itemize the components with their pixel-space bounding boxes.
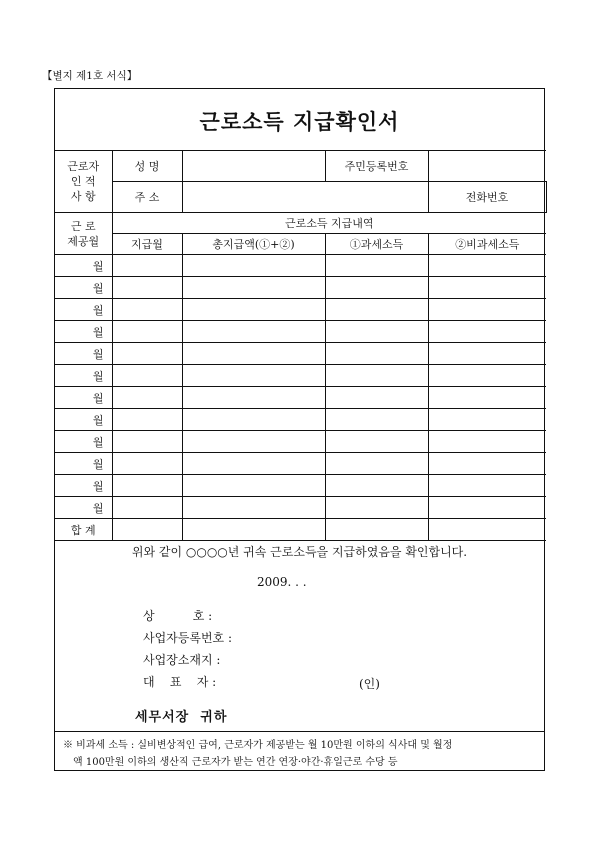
taxable-cell[interactable] <box>325 409 428 431</box>
taxable-cell[interactable] <box>325 321 428 343</box>
table-row <box>55 497 546 519</box>
pay-month-cell[interactable] <box>112 387 182 409</box>
business-name-line <box>143 607 265 624</box>
work-period-label <box>55 213 112 255</box>
total-pay-cell[interactable] <box>182 299 325 321</box>
table-row <box>55 431 546 453</box>
total-pay-cell[interactable] <box>182 453 325 475</box>
month-label: 월 <box>55 277 112 299</box>
taxable-cell[interactable] <box>325 365 428 387</box>
taxable-cell[interactable] <box>325 255 428 277</box>
total-taxable-cell[interactable] <box>325 519 428 541</box>
seal-mark: (인) <box>359 677 380 691</box>
month-label: 월 <box>55 497 112 519</box>
col-header-nontaxable: ②비과세소득 <box>428 234 546 255</box>
table-row <box>55 387 546 409</box>
addressee: 세무서장 귀하 <box>135 710 228 725</box>
nontaxable-cell[interactable] <box>428 387 546 409</box>
pay-month-cell[interactable] <box>112 321 182 343</box>
taxable-cell[interactable] <box>325 431 428 453</box>
nontaxable-cell[interactable] <box>428 365 546 387</box>
pay-month-cell[interactable] <box>112 409 182 431</box>
total-pay-cell[interactable] <box>182 431 325 453</box>
total-pay-month-cell[interactable] <box>112 519 182 541</box>
pay-month-cell[interactable] <box>112 299 182 321</box>
nontaxable-cell[interactable] <box>428 277 546 299</box>
income-table <box>55 150 546 541</box>
pay-month-cell[interactable] <box>112 343 182 365</box>
total-pay-cell[interactable] <box>182 255 325 277</box>
total-row <box>55 519 546 541</box>
month-label: 월 <box>55 431 112 453</box>
total-pay-cell[interactable] <box>182 475 325 497</box>
taxable-cell[interactable] <box>325 387 428 409</box>
name-field[interactable] <box>182 151 325 182</box>
form-frame <box>54 88 545 771</box>
pay-month-cell[interactable] <box>112 431 182 453</box>
nontaxable-cell[interactable] <box>428 497 546 519</box>
month-label: 월 <box>55 299 112 321</box>
col-header-total-pay: 총지급액(①+②) <box>182 234 325 255</box>
address-label: 주 소 <box>112 182 182 213</box>
col-header-taxable: ①과세소득 <box>325 234 428 255</box>
issue-date: 2009. . . <box>257 575 307 589</box>
month-label: 월 <box>55 475 112 497</box>
month-label: 월 <box>55 409 112 431</box>
form-label: 【별지 제1호 서식】 <box>42 70 138 82</box>
total-pay-cell[interactable] <box>182 387 325 409</box>
name-label: 성 명 <box>112 151 182 182</box>
taxable-cell[interactable] <box>325 343 428 365</box>
pay-month-cell[interactable] <box>112 475 182 497</box>
worker-info-section-label <box>55 151 112 213</box>
nontaxable-cell[interactable] <box>428 431 546 453</box>
table-row <box>55 255 546 277</box>
work-period-line: 제공월 <box>67 234 100 248</box>
month-label: 월 <box>55 321 112 343</box>
worker-info-line: 인 적 <box>70 175 96 188</box>
month-label: 월 <box>55 365 112 387</box>
table-row <box>55 475 546 497</box>
table-row <box>55 409 546 431</box>
total-pay-cell[interactable] <box>182 321 325 343</box>
business-address-label: 사업장소재지 : <box>143 653 221 667</box>
pay-month-cell[interactable] <box>112 453 182 475</box>
rrn-label: 주민등록번호 <box>325 151 428 182</box>
taxable-cell[interactable] <box>325 299 428 321</box>
taxable-cell[interactable] <box>325 453 428 475</box>
nontaxable-cell[interactable] <box>428 321 546 343</box>
total-pay-cell[interactable] <box>182 409 325 431</box>
table-row <box>55 277 546 299</box>
nontaxable-cell[interactable] <box>428 475 546 497</box>
payment-section-title: 근로소득 지급내역 <box>112 213 546 234</box>
representative-line <box>143 673 265 690</box>
taxable-cell[interactable] <box>325 277 428 299</box>
nontaxable-cell[interactable] <box>428 409 546 431</box>
total-nontaxable-cell[interactable] <box>428 519 546 541</box>
table-row <box>55 453 546 475</box>
month-label: 월 <box>55 343 112 365</box>
business-reg-line <box>143 629 265 646</box>
pay-month-cell[interactable] <box>112 497 182 519</box>
total-sum-cell[interactable] <box>182 519 325 541</box>
footnote <box>63 737 538 771</box>
footnote-line: 액 100만원 이하의 생산직 근로자가 받는 연간 연장·야간·휴일근로 수당 등 <box>73 757 398 768</box>
month-label: 월 <box>55 387 112 409</box>
total-pay-cell[interactable] <box>182 343 325 365</box>
business-address-line <box>143 651 265 668</box>
taxable-cell[interactable] <box>325 475 428 497</box>
table-row <box>55 365 546 387</box>
nontaxable-cell[interactable] <box>428 453 546 475</box>
taxable-cell[interactable] <box>325 497 428 519</box>
total-label: 합 계 <box>55 519 112 541</box>
work-period-line: 근 로 <box>70 219 96 233</box>
pay-month-cell[interactable] <box>112 255 182 277</box>
form-title: 근로소득 지급확인서 <box>199 109 400 134</box>
month-label: 월 <box>55 255 112 277</box>
representative-label: 대 표 자 : <box>143 675 217 689</box>
nontaxable-cell[interactable] <box>428 343 546 365</box>
table-row <box>55 343 546 365</box>
total-pay-cell[interactable] <box>182 365 325 387</box>
confirmation-statement: 위와 같이 ○○○○년 귀속 근로소득을 지급하였음을 확인합니다. <box>131 545 468 559</box>
total-pay-cell[interactable] <box>182 497 325 519</box>
nontaxable-cell[interactable] <box>428 255 546 277</box>
month-label: 월 <box>55 453 112 475</box>
business-reg-label: 사업자등록번호 : <box>143 631 233 645</box>
nontaxable-cell[interactable] <box>428 299 546 321</box>
table-row <box>55 299 546 321</box>
table-row <box>55 321 546 343</box>
footnote-line: ※ 비과세 소득 : 실비변상적인 급여, 근로자가 제공받는 월 10만원 이하의 식사대 및 월정 <box>63 740 453 751</box>
rrn-field[interactable] <box>428 151 546 182</box>
phone-label: 전화번호 <box>428 182 546 213</box>
worker-info-line: 근로자 <box>67 160 100 173</box>
total-pay-cell[interactable] <box>182 277 325 299</box>
worker-info-line: 사 항 <box>70 190 96 203</box>
col-header-pay-month: 지급월 <box>112 234 182 255</box>
address-field[interactable] <box>182 182 428 213</box>
business-name-label: 상 호 : <box>143 609 213 623</box>
pay-month-cell[interactable] <box>112 277 182 299</box>
note-divider <box>55 731 544 732</box>
pay-month-cell[interactable] <box>112 365 182 387</box>
